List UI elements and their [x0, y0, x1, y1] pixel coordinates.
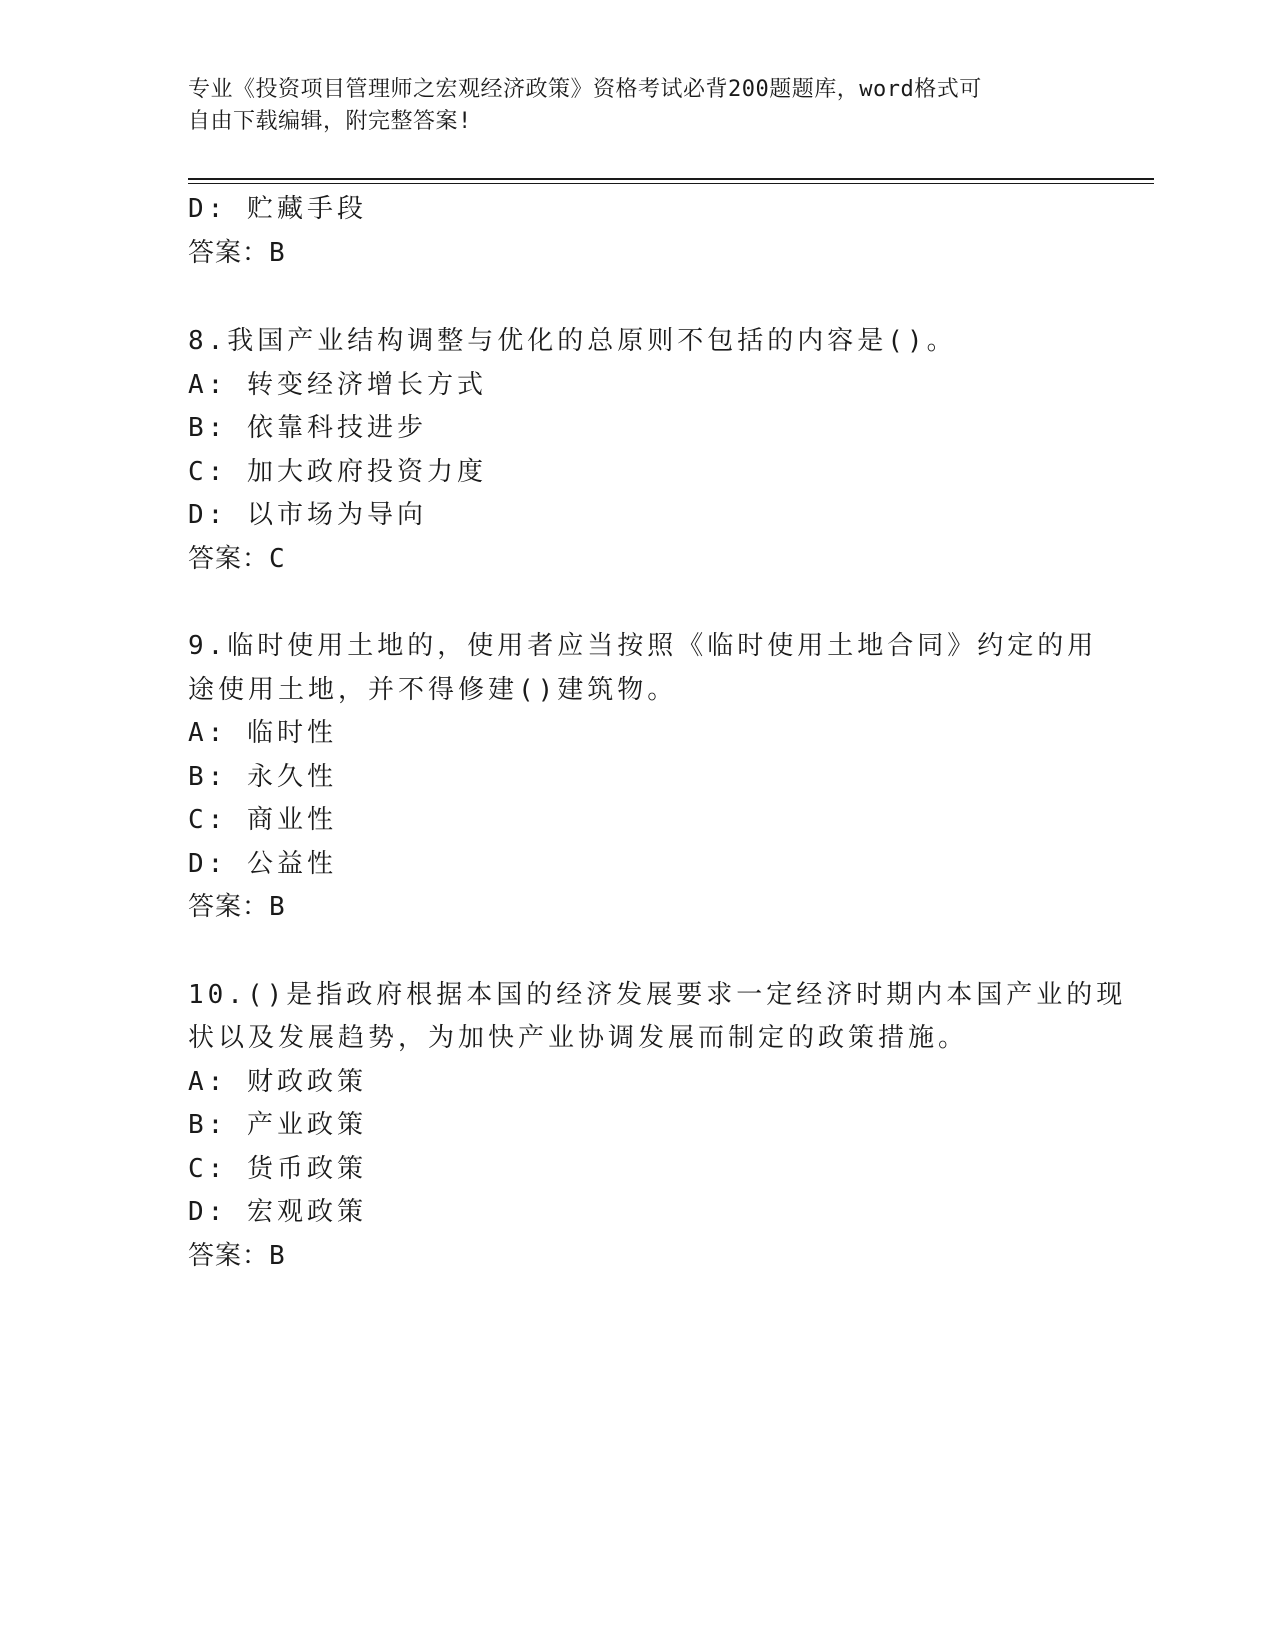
q10-answer: 答案：B — [188, 1241, 286, 1271]
q10-stem-line-2: 状以及发展趋势，为加快产业协调发展而制定的政策措施。 — [188, 1023, 969, 1053]
prev-answer: 答案：B — [188, 238, 286, 268]
header-rule-thick — [188, 178, 1154, 180]
prev-option-d: D: 贮藏手段 — [188, 194, 367, 224]
q10-option-d: D: 宏观政策 — [188, 1197, 367, 1227]
q8-option-d: D: 以市场为导向 — [188, 500, 427, 530]
q8-option-b: B: 依靠科技进步 — [188, 413, 427, 443]
q9-option-d: D: 公益性 — [188, 849, 337, 879]
q8-option-c: C: 加大政府投资力度 — [188, 457, 487, 487]
q10-option-b: B: 产业政策 — [188, 1110, 367, 1140]
header-rule-thin — [188, 183, 1154, 184]
q9-stem-line-2: 途使用土地，并不得修建()建筑物。 — [188, 675, 678, 705]
q10-option-a: A: 财政政策 — [188, 1067, 367, 1097]
q9-stem-line-1: 9.临时使用土地的，使用者应当按照《临时使用土地合同》约定的用 — [188, 631, 1098, 661]
q10-option-c: C: 货币政策 — [188, 1154, 367, 1184]
document-header — [188, 74, 1068, 138]
q8-option-a: A: 转变经济增长方式 — [188, 370, 487, 400]
header-line-1: 专业《投资项目管理师之宏观经济政策》资格考试必背200题题库，word格式可 — [188, 77, 982, 102]
q9-option-a: A: 临时性 — [188, 718, 337, 748]
q9-answer: 答案：B — [188, 892, 286, 922]
q9-option-c: C: 商业性 — [188, 805, 337, 835]
q8-answer: 答案：C — [188, 544, 286, 574]
q10-stem-line-1: 10.()是指政府根据本国的经济发展要求一定经济时期内本国产业的现 — [188, 980, 1127, 1010]
q9-option-b: B: 永久性 — [188, 762, 337, 792]
q8-stem-line-1: 8.我国产业结构调整与优化的总原则不包括的内容是()。 — [188, 326, 957, 356]
header-line-2: 自由下载编辑，附完整答案! — [188, 109, 472, 134]
